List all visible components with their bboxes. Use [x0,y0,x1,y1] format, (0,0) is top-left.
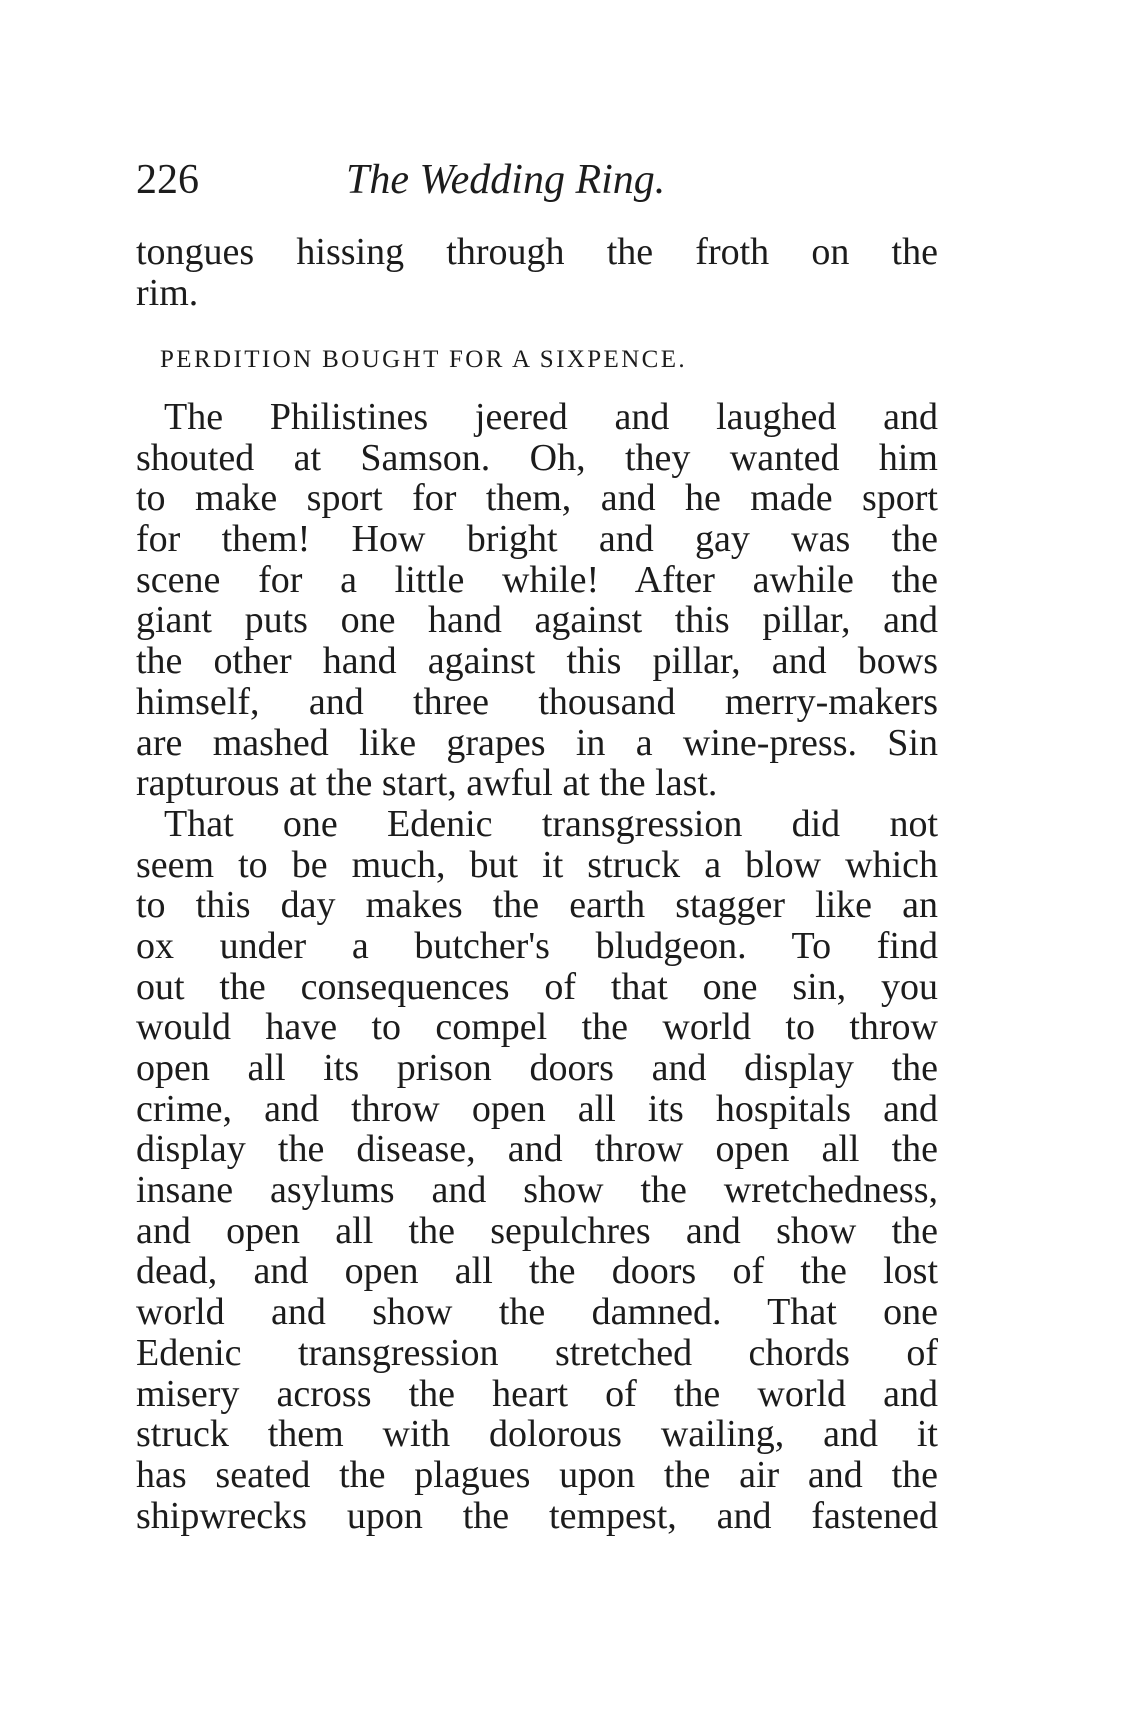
text-line: world and show the damned. That one [136,1292,938,1333]
text-line: The Philistines jeered and laughed and [164,397,938,438]
text-line: has seated the plagues upon the air and the [136,1454,938,1496]
body-text [136,397,938,1536]
text-line: misery across the heart of the world and [136,1373,938,1415]
text-line: for them! How bright and gay was the [136,519,938,560]
text-line: out the consequences of that one sin, you [136,966,938,1008]
text-line: open all its prison doors and display the [136,1048,938,1089]
running-title: The Wedding Ring. [346,157,666,203]
text-line: dead, and open all the doors of the lost [136,1251,938,1293]
text-line: struck them with dolorous wailing, and it [136,1414,938,1455]
text-line: display the disease, and throw open all the [136,1129,938,1171]
text-line: crime, and throw open all its hospitals and [136,1088,938,1130]
text-line: ox under a butcher's bludgeon. To find [136,925,938,967]
text-line: rim. [136,272,199,314]
continuation-text [136,232,938,313]
text-line: shipwrecks upon the tempest, and fastened [136,1495,938,1537]
text-line: seem to be much, but it struck a blow which [136,844,938,886]
text-line: That one Edenic transgression did not [164,803,938,845]
text-line: are mashed like grapes in a wine-press. Sin [136,722,938,764]
text-line: shouted at Samson. Oh, they wanted him [136,437,938,479]
text-line: insane asylums and show the wretchedness, [136,1170,938,1211]
text-line: rapturous at the start, awful at the last. [136,763,718,804]
page-number: 226 [136,157,199,203]
text-line: and open all the sepulchres and show the [136,1210,938,1252]
text-line: giant puts one hand against this pillar, and [136,600,938,642]
section-heading: PERDITION BOUGHT FOR A SIXPENCE. [160,346,688,373]
text-line: to make sport for them, and he made sport [136,478,938,520]
text-line: Edenic transgression stretched chords of [136,1332,938,1374]
text-line: tongues hissing through the froth on the [136,232,938,273]
text-line: the other hand against this pillar, and bows [136,641,938,682]
text-line: to this day makes the earth stagger like an [136,885,938,926]
text-line: himself, and three thousand merry-makers [136,681,938,723]
page-header [136,150,936,210]
text-line: scene for a little while! After awhile the [136,559,938,601]
text-line: would have to compel the world to throw [136,1007,938,1048]
